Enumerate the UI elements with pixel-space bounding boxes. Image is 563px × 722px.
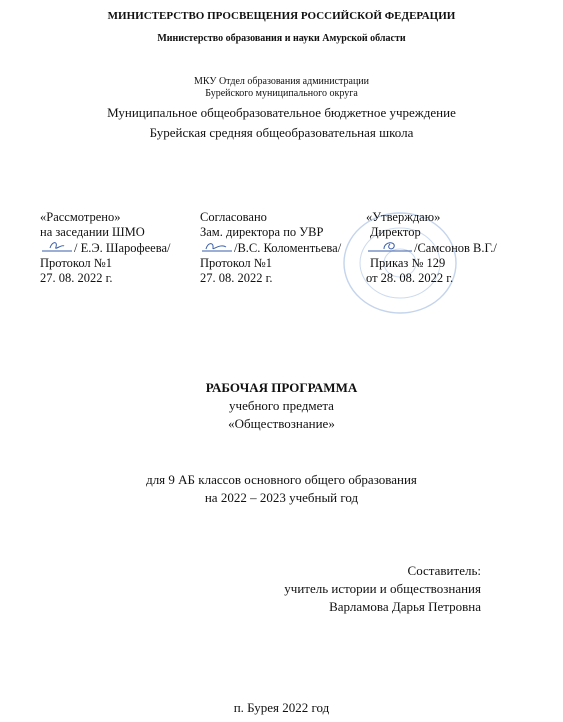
author-position: учитель истории и обществознания [284,581,481,596]
considered-heading: «Рассмотрено» [40,210,121,224]
considered-protocol: Протокол №1 [40,256,112,270]
regional-ministry: Министерство образования и науки Амурской области [157,33,406,44]
signature-icon [40,240,74,252]
school-line-2: Бурейская средняя общеобразовательная школа [149,125,414,140]
author-label: Составитель: [407,563,481,578]
program-subject: «Обществознание» [228,416,335,431]
approved-order: Приказ № 129 [370,256,446,270]
approved-block [366,210,497,286]
agreed-position: Зам. директора по УВР [200,225,324,239]
approved-date: от 28. 08. 2022 г. [366,271,454,285]
approved-signer: /Самсонов В.Г./ [414,241,497,255]
signature-icon [366,240,414,252]
program-subtitle: учебного предмета [229,398,334,413]
agreed-signer: /В.С. Коломентьева/ [234,241,342,255]
agreed-block [200,210,341,286]
approved-heading: «Утверждаю» [366,210,441,224]
school-line-1: Муниципальное общеобразовательное бюджетное учреждение [107,105,456,120]
footer-place-year: п. Бурея 2022 год [233,700,330,715]
program-scope-line-2: на 2022 – 2023 учебный год [204,490,359,505]
approved-signature-row [366,240,497,256]
agreed-date: 27. 08. 2022 г. [200,271,273,285]
signature-icon [200,240,234,252]
ministry-title: МИНИСТЕРСТВО ПРОСВЕЩЕНИЯ РОССИЙСКОЙ ФЕДЕРАЦИИ [107,10,456,22]
program-title: РАБОЧАЯ ПРОГРАММА [205,380,358,395]
department-line-1: МКУ Отдел образования администрации [194,76,369,87]
department-line-2: Бурейского муниципального округа [205,88,358,99]
agreed-heading: Согласовано [200,210,267,224]
considered-signature-row [40,240,170,256]
program-scope-line-1: для 9 АБ классов основного общего образования [146,472,417,487]
agreed-protocol: Протокол №1 [200,256,272,270]
agreed-signature-row [200,240,341,256]
considered-meeting: на заседании ШМО [40,225,145,239]
author-name: Варламова Дарья Петровна [329,599,481,614]
considered-signer: / Е.Э. Шарофеева/ [74,241,171,255]
considered-block [40,210,170,286]
approved-position: Директор [370,225,421,239]
considered-date: 27. 08. 2022 г. [40,271,113,285]
